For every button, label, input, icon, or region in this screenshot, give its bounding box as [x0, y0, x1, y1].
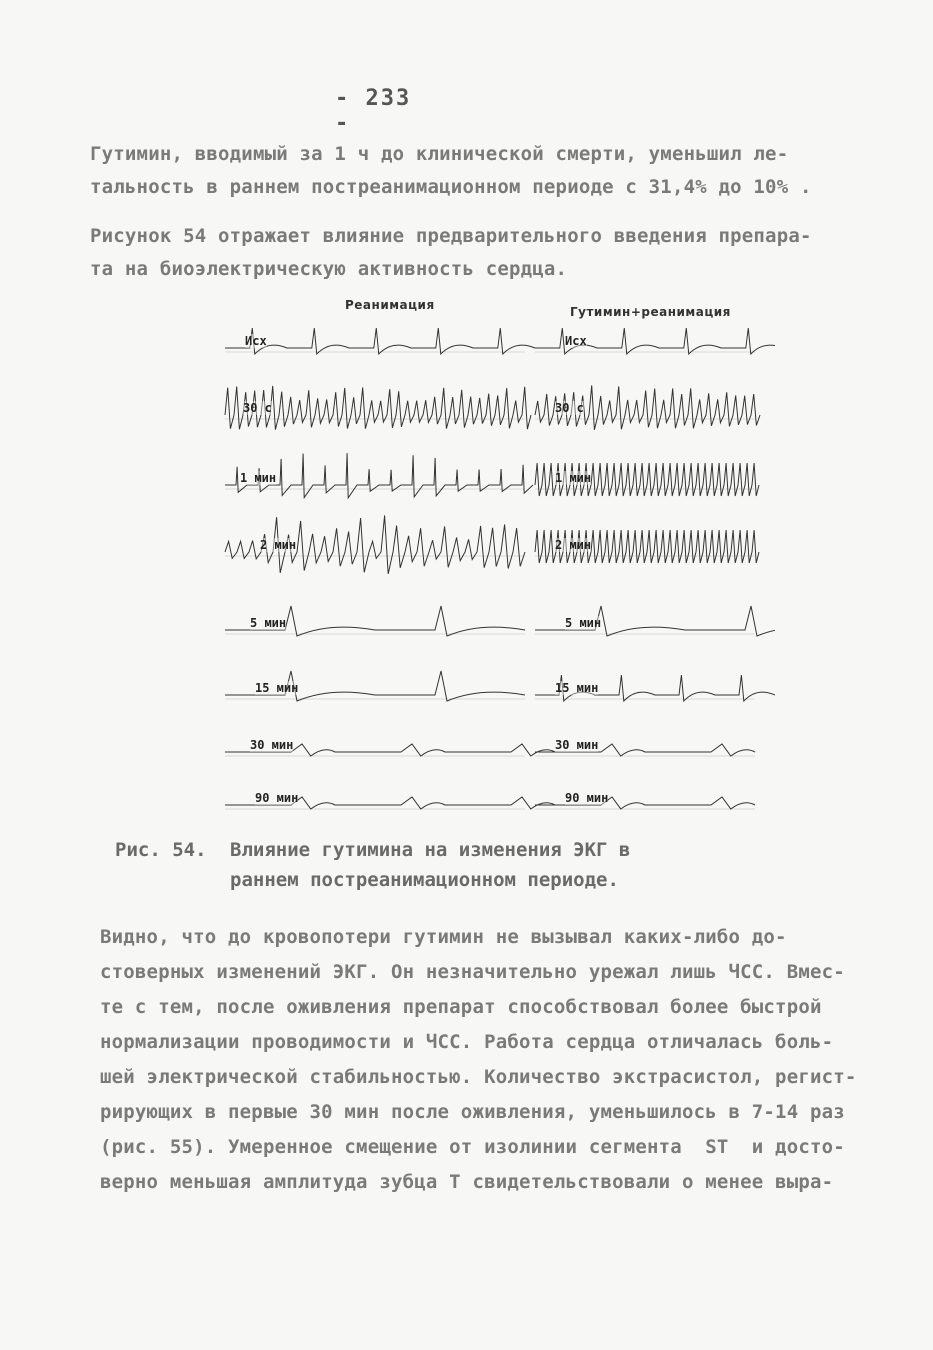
- paragraph-2-line: Рисунок 54 отражает влияние предварительного введения препара-: [90, 225, 812, 247]
- paragraph-3-line: стоверных изменений ЭКГ. Он незначительно урежал лишь ЧСС. Вмес-: [100, 961, 845, 983]
- paragraph-3-line: Видно, что до кровопотери гутимин не вызывал каких-либо до-: [100, 926, 787, 948]
- trace-label-right: 30 с: [555, 401, 584, 415]
- paragraph-3-line: шей электрической стабильностью. Количество экстрасистол, регист-: [100, 1066, 857, 1088]
- ecg-figure: [215, 290, 775, 835]
- paragraph-3-line: рирующих в первые 30 мин после оживления, уменьшилось в 7-14 раз: [100, 1101, 845, 1123]
- trace-label-right: 90 мин: [565, 791, 609, 805]
- figure-caption-number: Рис. 54.: [115, 839, 207, 861]
- trace-label-right: 1 мин: [555, 471, 592, 485]
- trace-label-right: Исх: [565, 334, 587, 348]
- paragraph-3-line: те с тем, после оживления препарат способствовал более быстрой: [100, 996, 822, 1018]
- figure-caption-line: Влияние гутимина на изменения ЭКГ в: [230, 839, 631, 861]
- paragraph-3-line: верно меньшая амплитуда зубца Т свидетельствовали о менее выра-: [100, 1171, 834, 1193]
- figure-header-left: Реанимация: [345, 298, 435, 312]
- page-number: - 233 -: [335, 86, 412, 136]
- trace-label-left: 1 мин: [240, 471, 277, 485]
- paragraph-2-line: та на биоэлектрическую активность сердца.: [90, 258, 568, 280]
- figure-caption: [230, 835, 630, 895]
- paragraph-1-line: тальность в раннем постреанимационном периоде с 31,4% до 10% .: [90, 176, 812, 198]
- trace-label-left: 90 мин: [255, 791, 299, 805]
- trace-label-right: 15 мин: [555, 681, 599, 695]
- trace-label-right: 2 мин: [555, 538, 592, 552]
- paragraph-1-line: Гутимин, вводимый за 1 ч до клинической смерти, уменьшил ле-: [90, 143, 789, 165]
- paragraph-3: [100, 920, 857, 1200]
- paragraph-3-line: (рис. 55). Умеренное смещение от изолинии сегмента ST и досто-: [100, 1136, 845, 1158]
- paragraph-1: [90, 138, 812, 204]
- figure-caption-line: раннем постреанимационном периоде.: [230, 869, 619, 891]
- trace-label-right: 5 мин: [565, 616, 602, 630]
- ecg-traces: [215, 290, 775, 835]
- trace-label-right: 30 мин: [555, 738, 599, 752]
- trace-label-left: 15 мин: [255, 681, 299, 695]
- figure-header-right: Гутимин+реанимация: [570, 305, 731, 319]
- paragraph-3-line: нормализации проводимости и ЧСС. Работа сердца отличалась боль-: [100, 1031, 834, 1053]
- trace-label-left: 30 мин: [250, 738, 294, 752]
- trace-label-left: 2 мин: [260, 538, 297, 552]
- trace-label-left: 30 с: [243, 401, 272, 415]
- trace-label-left: Исх: [245, 334, 267, 348]
- paragraph-2: [90, 220, 812, 286]
- ecg-trace-left-1: [225, 328, 535, 354]
- trace-label-left: 5 мин: [250, 616, 287, 630]
